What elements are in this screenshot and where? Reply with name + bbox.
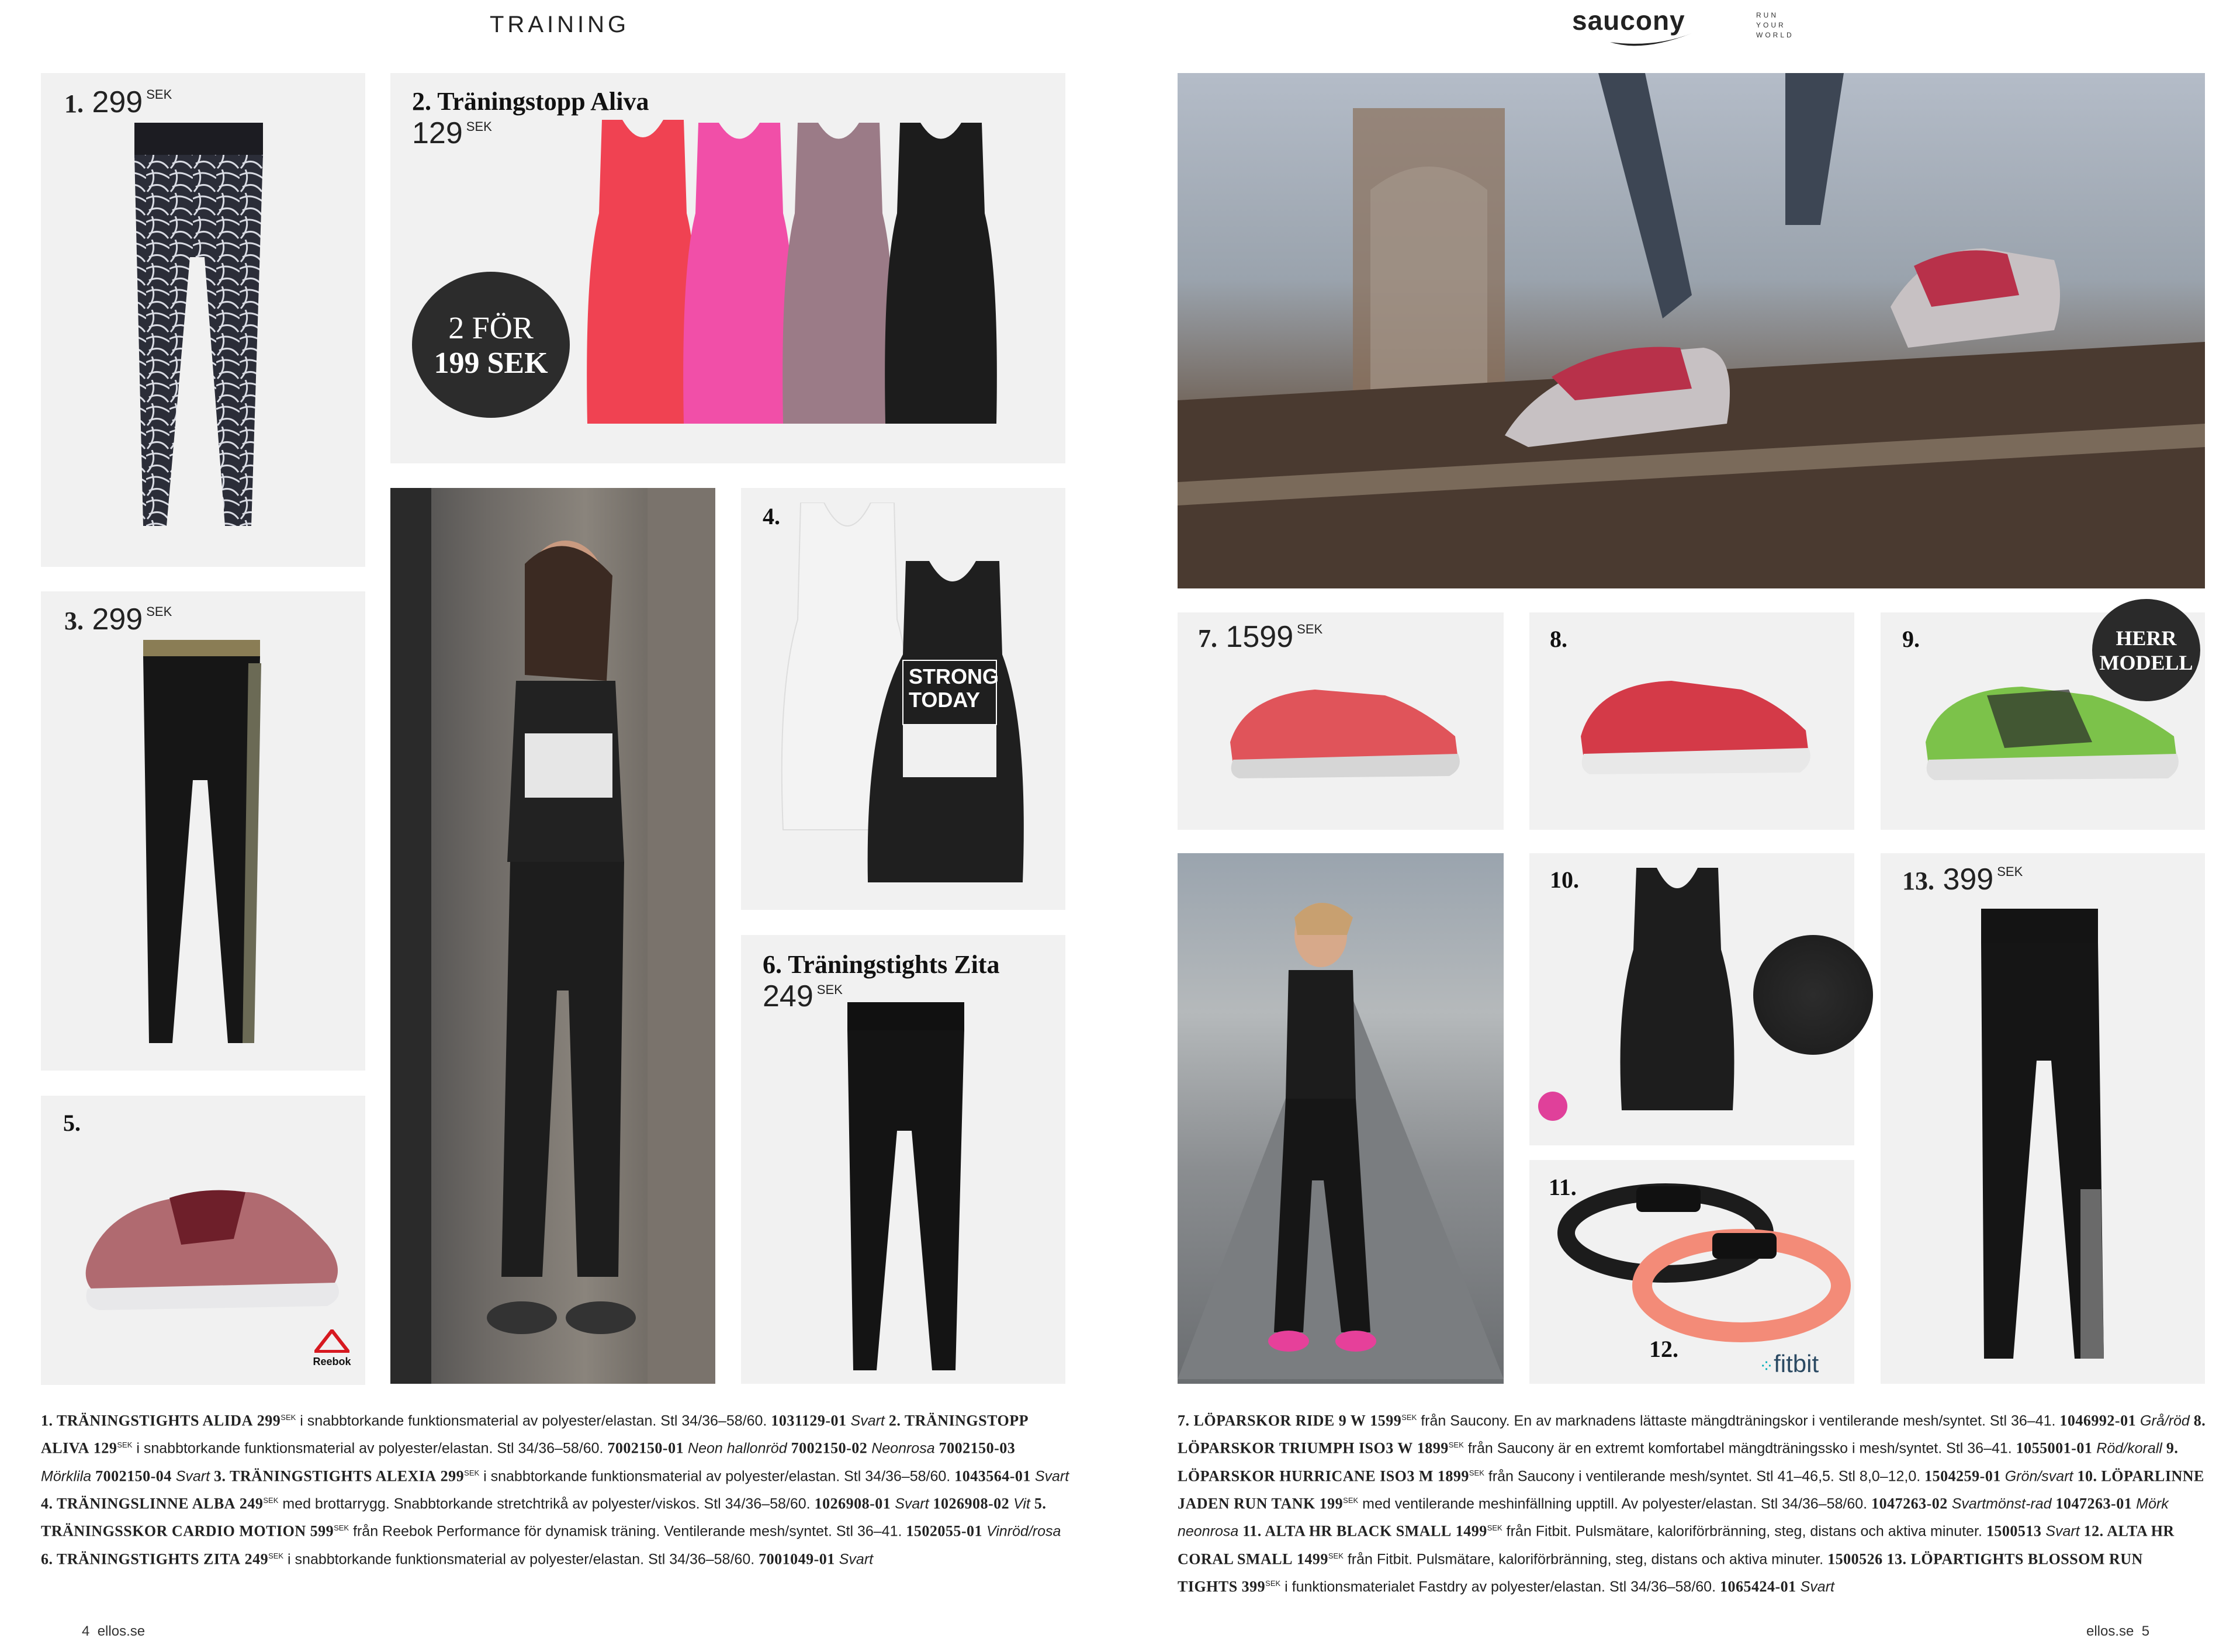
desc-color: Neon hallonröd [688,1440,787,1457]
desc-text: från Saucony. En av marknadens lättaste mängdträningskor i ventilerande mesh/syntet. Stl 36–41. [1417,1412,2060,1429]
leggings-stripe-image [131,640,272,1049]
brand-tagline [1756,11,1794,40]
description-right: 7. LÖPARSKOR RIDE 9 W $1599^{SEK}$ från Saucony. En av marknadens lättaste mängdträningskor i ventilerande mesh/syntet. Stl 36–41. 1046992-01 Grå/röd 8. LÖPARSKOR TRIUMPH ISO3 W $1899^{SEK}$ från Saucony är en extremt komfortabel mängdträningssko i mesh/syntet. Stl 36–41. 1055001-01 Röd/korall 9. LÖPARSKOR HURRICANE ISO3 M $1899^{SEK}$ från Saucony i ventilerande mesh/syntet. Stl 41–46,5. Stl 8,0–12,0. 1504259-01 Grön/svart 10. LÖPARLINNE JADEN RUN TANK $199^{SEK}$ med ventilerande meshinfällning upptill. Av polyester/elastan. Stl 34/36–58/60. 1047263-02 Svartmönst-rad 1047263-01 Mörk neonrosa 11. ALTA HR BLACK SMALL $1499^{SEK}$ från Fitbit. Pulsmätare, kaloriförbränning, steg, distans och aktiva minuter. 1500513 Svart 12. ALTA HR CORAL SMALL $1499^{SEK}$ från Fitbit. Pulsmätare, kaloriförbränning, steg, distans och aktiva minuter. 1500526 13. LÖPARTIGHTS BLOSSOM RUN TIGHTS $399^{SEK}$ i funktionsmaterialet Fastdry av polyester/elastan. Stl 34/36–58/60. 1065424-01 Svart [1178,1412,2206,1595]
desc-article: 7002150-02 [791,1439,868,1457]
desc-price: 299 [257,1412,281,1429]
site-link[interactable]: ellos.se [2086,1623,2134,1639]
desc-price: 1499 [1296,1550,1328,1567]
desc-color: Vinröd/rosa [986,1523,1061,1540]
brand-logo-text: saucony [1572,5,1685,36]
desc-price: 1899 [1417,1439,1449,1457]
desc-price: 299 [440,1467,465,1484]
price-value: 399 [1943,863,1994,896]
tights-zita-image [836,1002,976,1376]
desc-heading: 1. TRÄNINGSTIGHTS ALIDA [41,1412,253,1429]
runner-photo-road [1178,853,1504,1384]
tagline-line: YOUR [1756,21,1786,29]
product-5-number: 5. [63,1110,81,1136]
desc-article: 7002150-03 [939,1439,1016,1457]
training-shoe-image [70,1175,351,1321]
product-number: 1. [64,89,84,118]
desc-article: 7001049-01 [759,1550,835,1567]
site-link[interactable]: ellos.se [97,1623,146,1639]
desc-price: 1599 [1370,1412,1402,1429]
offer-badge [412,272,570,418]
desc-color: Mörklila [41,1467,92,1484]
desc-color: Svart [850,1412,885,1429]
footer-left [82,1623,145,1640]
desc-heading: 13. LÖPARTIGHTS BLOSSOM RUN TIGHTS [1178,1550,2143,1595]
running-shoe-triumph-image [1572,666,1817,783]
product-2-price [412,116,492,151]
desc-color: Svart [1034,1467,1069,1484]
desc-price: 399 [1241,1578,1266,1595]
model-photo-gym [390,488,715,1384]
desc-text: i snabbtorkande funktionsmaterial av polyester/elastan. Stl 34/36–58/60. [296,1412,771,1429]
run-tank-image [1613,868,1753,1113]
page-number: 5 [2141,1623,2150,1639]
price-value: 129 [412,116,463,150]
product-1-price [64,85,172,120]
price-value: 299 [92,602,143,636]
desc-text: i snabbtorkande funktionsmaterial av polyester/elastan. Stl 34/36–58/60. [479,1467,955,1484]
desc-heading: 11. ALTA HR BLACK SMALL [1242,1522,1452,1540]
desc-price: 1499 [1455,1522,1487,1540]
desc-article: 1500526 [1827,1550,1883,1567]
hero-scene-image [1178,73,2205,588]
desc-color: Svartmönst-rad [1951,1495,2052,1512]
desc-color: Grön/svart [2004,1467,2073,1484]
color-dot-neonrosa[interactable] [1538,1092,1567,1121]
product-9-number: 9. [1902,626,1920,652]
running-shoe-ride-image [1221,672,1467,783]
blossom-run-tights-image [1964,909,2127,1364]
desc-price: 1899 [1437,1467,1469,1484]
price-value: 299 [92,85,143,119]
product-7-price [1198,619,1322,654]
desc-heading: 5. TRÄNINGSSKOR CARDIO MOTION [41,1495,1047,1540]
desc-price: 129 [93,1439,117,1457]
product-11-number: 11. [1549,1174,1577,1200]
badge-line: 199 SEK [434,346,548,380]
leggings-print-image [123,123,275,532]
desc-color: Svart [2045,1523,2080,1540]
desc-heading: 7. LÖPARSKOR RIDE 9 W [1178,1412,1366,1429]
product-number: 3. [64,607,84,635]
desc-text: från Reebok Performance för dynamisk träning. Ventilerande mesh/syntet. Stl 36–41. [349,1523,906,1540]
price-value: 1599 [1225,620,1294,654]
reebok-logo [309,1329,355,1368]
desc-color: Grå/röd [2140,1412,2190,1429]
tank-strong-today-image [777,503,1046,888]
desc-article: 1055001-01 [2016,1439,2093,1457]
desc-heading: 10. LÖPARLINNE JADEN RUN TANK [1178,1467,2204,1512]
tagline-line: RUN [1756,11,1778,19]
product-6-title: 6. Träningstights Zita [763,950,1000,979]
desc-text: med brottarrygg. Snabbtorkande stretchtrikå av polyester/viskos. Stl 34/36–58/60. [278,1495,815,1512]
product-3-price [64,602,172,637]
desc-text: i snabbtorkande funktionsmaterial av polyester/elastan. Stl 34/36–58/60. [132,1440,608,1457]
desc-text: i funktionsmaterialet Fastdry av polyester/elastan. Stl 34/36–58/60. [1280,1578,1720,1595]
fabric-detail-swatch [1753,935,1873,1055]
desc-heading: 8. LÖPARSKOR TRIUMPH ISO3 W [1178,1412,2206,1457]
currency: SEK [816,982,843,997]
desc-text: i snabbtorkande funktionsmaterial av polyester/elastan. Stl 34/36–58/60. [283,1550,759,1567]
product-number: 13. [1902,867,1934,895]
desc-color: Svart [839,1550,874,1567]
currency: SEK [466,119,492,134]
tank-tops-image [584,120,1052,430]
running-shoe-hurricane-image [1917,672,2186,789]
hero-photo-bridge-runner [1178,73,2205,588]
currency: SEK [146,87,172,102]
desc-price: 249 [239,1495,264,1512]
currency: SEK [146,604,172,619]
desc-article: 1047263-01 [2055,1495,2132,1512]
product-10-number: 10. [1550,867,1579,893]
desc-heading: 3. TRÄNINGSTIGHTS ALEXIA [214,1467,437,1484]
brand-text: Reebok [313,1356,351,1367]
desc-article: 1500513 [1986,1522,2042,1540]
desc-color: Svart [1800,1578,1834,1595]
desc-heading: 2. TRÄNINGSTOPP ALIVA [41,1412,1028,1457]
product-6-price [763,979,843,1014]
brand-text: fitbit [1774,1350,1819,1377]
desc-heading: 9. LÖPARSKOR HURRICANE ISO3 M [1178,1439,2179,1484]
product-2-title: 2. Träningstopp Aliva [412,87,649,116]
desc-text: med ventilerande meshinfällning upptill. Av polyester/elastan. Stl 34/36–58/60. [1358,1495,1872,1512]
desc-article: 1031129-01 [771,1412,847,1429]
desc-color: Svart [175,1467,210,1484]
desc-text: från Fitbit. Pulsmätare, kaloriförbränning, steg, distans och aktiva minuter. [1502,1523,1986,1540]
desc-article: 1043564-01 [954,1467,1031,1484]
product-8-number: 8. [1550,626,1567,652]
saucony-logo [1572,5,1712,51]
desc-article: 7002150-01 [607,1439,684,1457]
price-value: 249 [763,979,813,1013]
badge-line: 2 FÖR [448,310,534,345]
desc-article: 1065424-01 [1719,1578,1796,1595]
product-4-number: 4. [763,503,780,529]
desc-heading: 6. TRÄNINGSTIGHTS ZITA [41,1550,241,1567]
desc-color: Röd/korall [2096,1440,2162,1457]
desc-article: 7002150-04 [95,1467,172,1484]
badge-line: MODELL [2099,650,2193,674]
desc-article: 1504259-01 [1924,1467,2001,1484]
desc-article: 1046992-01 [2059,1412,2137,1429]
runner-figure-image [1178,853,1504,1384]
desc-text: från Fitbit. Pulsmätare, kaloriförbränning, steg, distans och aktiva minuter. [1343,1550,1828,1567]
desc-article: 1026908-01 [814,1495,891,1512]
fitbit-bands-image [1549,1175,1853,1350]
desc-color: Mörk neonrosa [1178,1495,2169,1540]
desc-color: Svart [895,1495,929,1512]
reebok-delta-icon [314,1329,349,1353]
desc-article: 1047263-02 [1871,1495,1948,1512]
tank-print-text: TODAY [909,688,981,712]
desc-article: 1502055-01 [906,1522,983,1540]
desc-price: 199 [1319,1495,1344,1512]
desc-price: 249 [244,1550,269,1567]
product-12-number: 12. [1649,1336,1678,1362]
tagline-line: WORLD [1756,31,1794,39]
swoosh-icon [1607,30,1695,54]
currency: SEK [1997,864,2023,879]
desc-color: Neonrosa [871,1440,935,1457]
desc-text: från Saucony i ventilerande mesh/syntet. Stl 41–46,5. Stl 8,0–12,0. [1484,1467,1925,1484]
page-number: 4 [82,1623,90,1639]
badge-line: HERR [2116,626,2177,650]
desc-color: Vit [1013,1495,1030,1512]
desc-heading: 12. ALTA HR CORAL SMALL [1178,1522,2175,1567]
product-number: 7. [1198,624,1217,653]
tank-print-text: STRONG [909,664,999,688]
section-title: TRAINING [490,12,630,37]
desc-article: 1026908-02 [933,1495,1010,1512]
fitbit-logo [1759,1350,1819,1378]
product-13-price [1902,862,2023,897]
desc-price: 599 [310,1522,334,1540]
fitbit-dots-icon: ⁘ [1759,1357,1774,1376]
description-left: 1. TRÄNINGSTIGHTS ALIDA $299^{SEK}$ i snabbtorkande funktionsmaterial av polyester/elastan. Stl 34/36–58/60. 1031129-01 Svart 2. TRÄNINGSTOPP ALIVA $129^{SEK}$ i snabbtorkande funktionsmaterial av polyester/elastan. Stl 34/36–58/60. 7002150-01 Neon hallonröd 7002150-02 Neonrosa 7002150-03 Mörklila 7002150-04 Svart 3. TRÄNINGSTIGHTS ALEXIA $299^{SEK}$ i snabbtorkande funktionsmaterial av polyester/elastan. Stl 34/36–58/60. 1043564-01 Svart 4. TRÄNINGSLINNE ALBA $249^{SEK}$ med brottarrygg. Snabbtorkande stretchtrikå av polyester/viskos. Stl 34/36–58/60. 1026908-01 Svart 1026908-02 Vit 5. TRÄNINGSSKOR CARDIO MOTION $599^{SEK}$ från Reebok Performance för dynamisk träning. Ventilerande mesh/syntet. Stl 36–41. 1502055-01 Vinröd/rosa 6. TRÄNINGSTIGHTS ZITA $249^{SEK}$ i snabbtorkande funktionsmaterial av polyester/elastan. Stl 34/36–58/60. 7001049-01 Svart [41,1412,1069,1567]
currency: SEK [1297,622,1323,636]
desc-text: från Saucony är en extremt komfortabel mängdträningssko i mesh/syntet. Stl 36–41. [1463,1440,2016,1457]
footer-right [2086,1623,2149,1640]
model-silhouette-image [390,488,715,1384]
desc-heading: 4. TRÄNINGSLINNE ALBA [41,1495,236,1512]
